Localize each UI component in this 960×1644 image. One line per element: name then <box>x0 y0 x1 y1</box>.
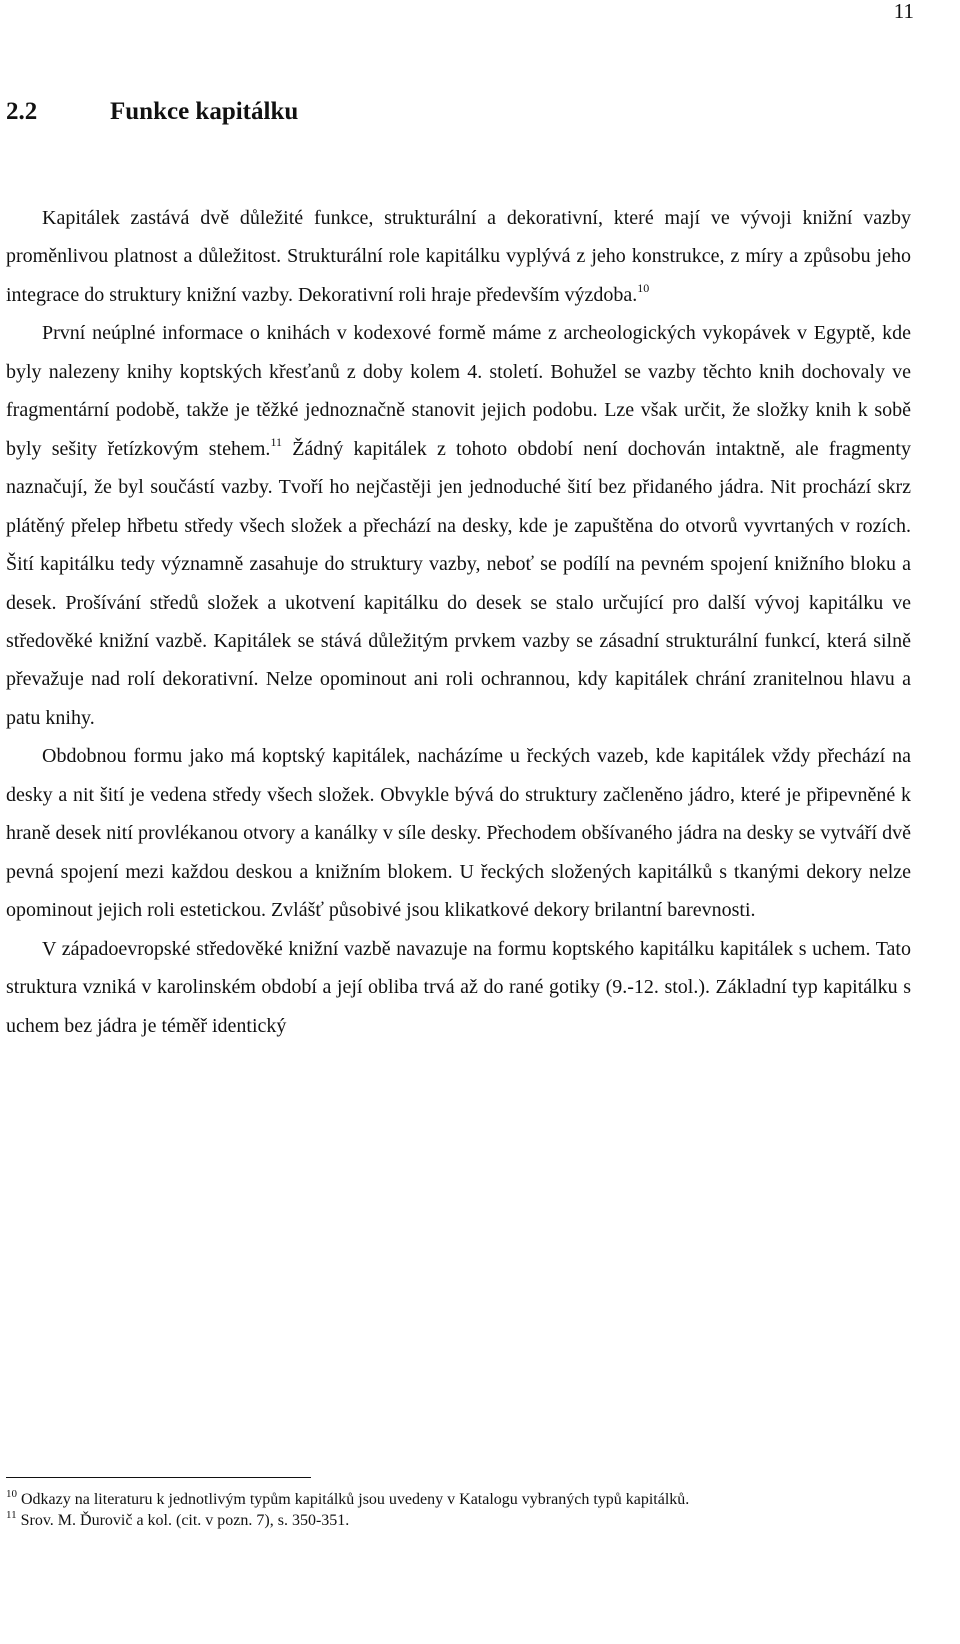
body-text <box>6 199 911 1045</box>
paragraph-text: První neúplné informace o knihách v kodexové formě máme z archeologických vykopávek v Egyptě, kde byly nalezeny knihy koptských křesťanů z doby kolem 4. století. Bohužel se vazby těchto knih dochovaly ve fragmentární podobě, takže je těžké jednoznačně stanovit jejich podobu. Lze však určit, že složky knih k sobě byly sešity řetízkovým stehem. <box>6 322 911 460</box>
paragraph-text: Obdobnou formu jako má koptský kapitálek, nacházíme u řeckých vazeb, kde kapitálek vždy přechází na desky a nit šití je vedena středy všech složek. Obvykle bývá do struktury začleněno jádro, které je připevněné k hraně desek nití provlékanou otvory a kanálky v síle desky. Přechodem obšívaného jádra na desky se vytváří dvě pevná spojení mezi každou deskou a knižním blokem. U řeckých složených kapitálků s tkanými dekory nelze opominout jejich roli estetickou. Zvlášť působivé jsou klikatkové dekory brilantní barevnosti. <box>6 745 911 922</box>
paragraph-text: Žádný kapitálek z tohoto období není dochován intaktně, ale fragmenty naznačují, že byl součástí vazby. Tvoří ho nejčastěji jen jednoduché šití bez přidaného jádra. Nit prochází skrz plátěný přelep hřbetu středy všech složek a přechází na desky, kde je zapuštěna do otvorů vyvrtaných v rozích. Šití kapitálku tedy významně zasahuje do struktury vazby, neboť se podílí na pevném spojení knižního bloku a desek. Prošívání středů složek a ukotvení kapitálku do desek se stalo určující pro další vývoj kapitálku ve středověké knižní vazbě. Kapitálek se stává důležitým prvkem vazby se zásadní strukturální funkcí, která silně převažuje nad rolí dekorativní. Nelze opominout ani roli ochrannou, kdy kapitálek chrání zranitelnou hlavu a patu knihy. <box>6 437 911 729</box>
footnote-text: Srov. M. Ďurovič a kol. (cit. v pozn. 7), s. 350-351. <box>16 1512 350 1529</box>
paragraph <box>6 199 911 314</box>
paragraph-text: Kapitálek zastává dvě důležité funkce, strukturální a dekorativní, které mají ve vývoji knižní vazby proměnlivou platnost a důležitost. Strukturální role kapitálku vyplývá z jeho konstrukce, z míry a způsobu jeho integrace do struktury knižní vazby. Dekorativní roli hraje především výzdoba. <box>6 207 911 306</box>
footnote-text: Odkazy na literaturu k jednotlivým typům kapitálků jsou uvedeny v Katalogu vybraných typů kapitálků. <box>17 1491 690 1508</box>
paragraph <box>6 737 911 929</box>
footnote-marker: 11 <box>6 1509 17 1521</box>
section-title: Funkce kapitálku <box>110 98 299 125</box>
footnote-reference[interactable]: 11 <box>270 434 282 449</box>
footnote-marker: 10 <box>6 1488 17 1500</box>
footnote-reference[interactable]: 10 <box>637 280 650 295</box>
page-number: 11 <box>893 0 914 23</box>
paragraph <box>6 930 911 1045</box>
section-heading <box>6 96 298 128</box>
footnote-separator <box>6 1477 311 1478</box>
paragraph <box>6 314 911 737</box>
footnote <box>6 1489 911 1510</box>
section-number: 2.2 <box>6 98 38 125</box>
footnote <box>6 1510 911 1531</box>
footnotes <box>6 1489 911 1531</box>
paragraph-text: V západoevropské středověké knižní vazbě navazuje na formu koptského kapitálku kapitálek s uchem. Tato struktura vzniká v karolinském období a její obliba trvá až do rané gotiky (9.-12. stol.). Základní typ kapitálku s uchem bez jádra je téměř identický <box>6 937 911 1037</box>
